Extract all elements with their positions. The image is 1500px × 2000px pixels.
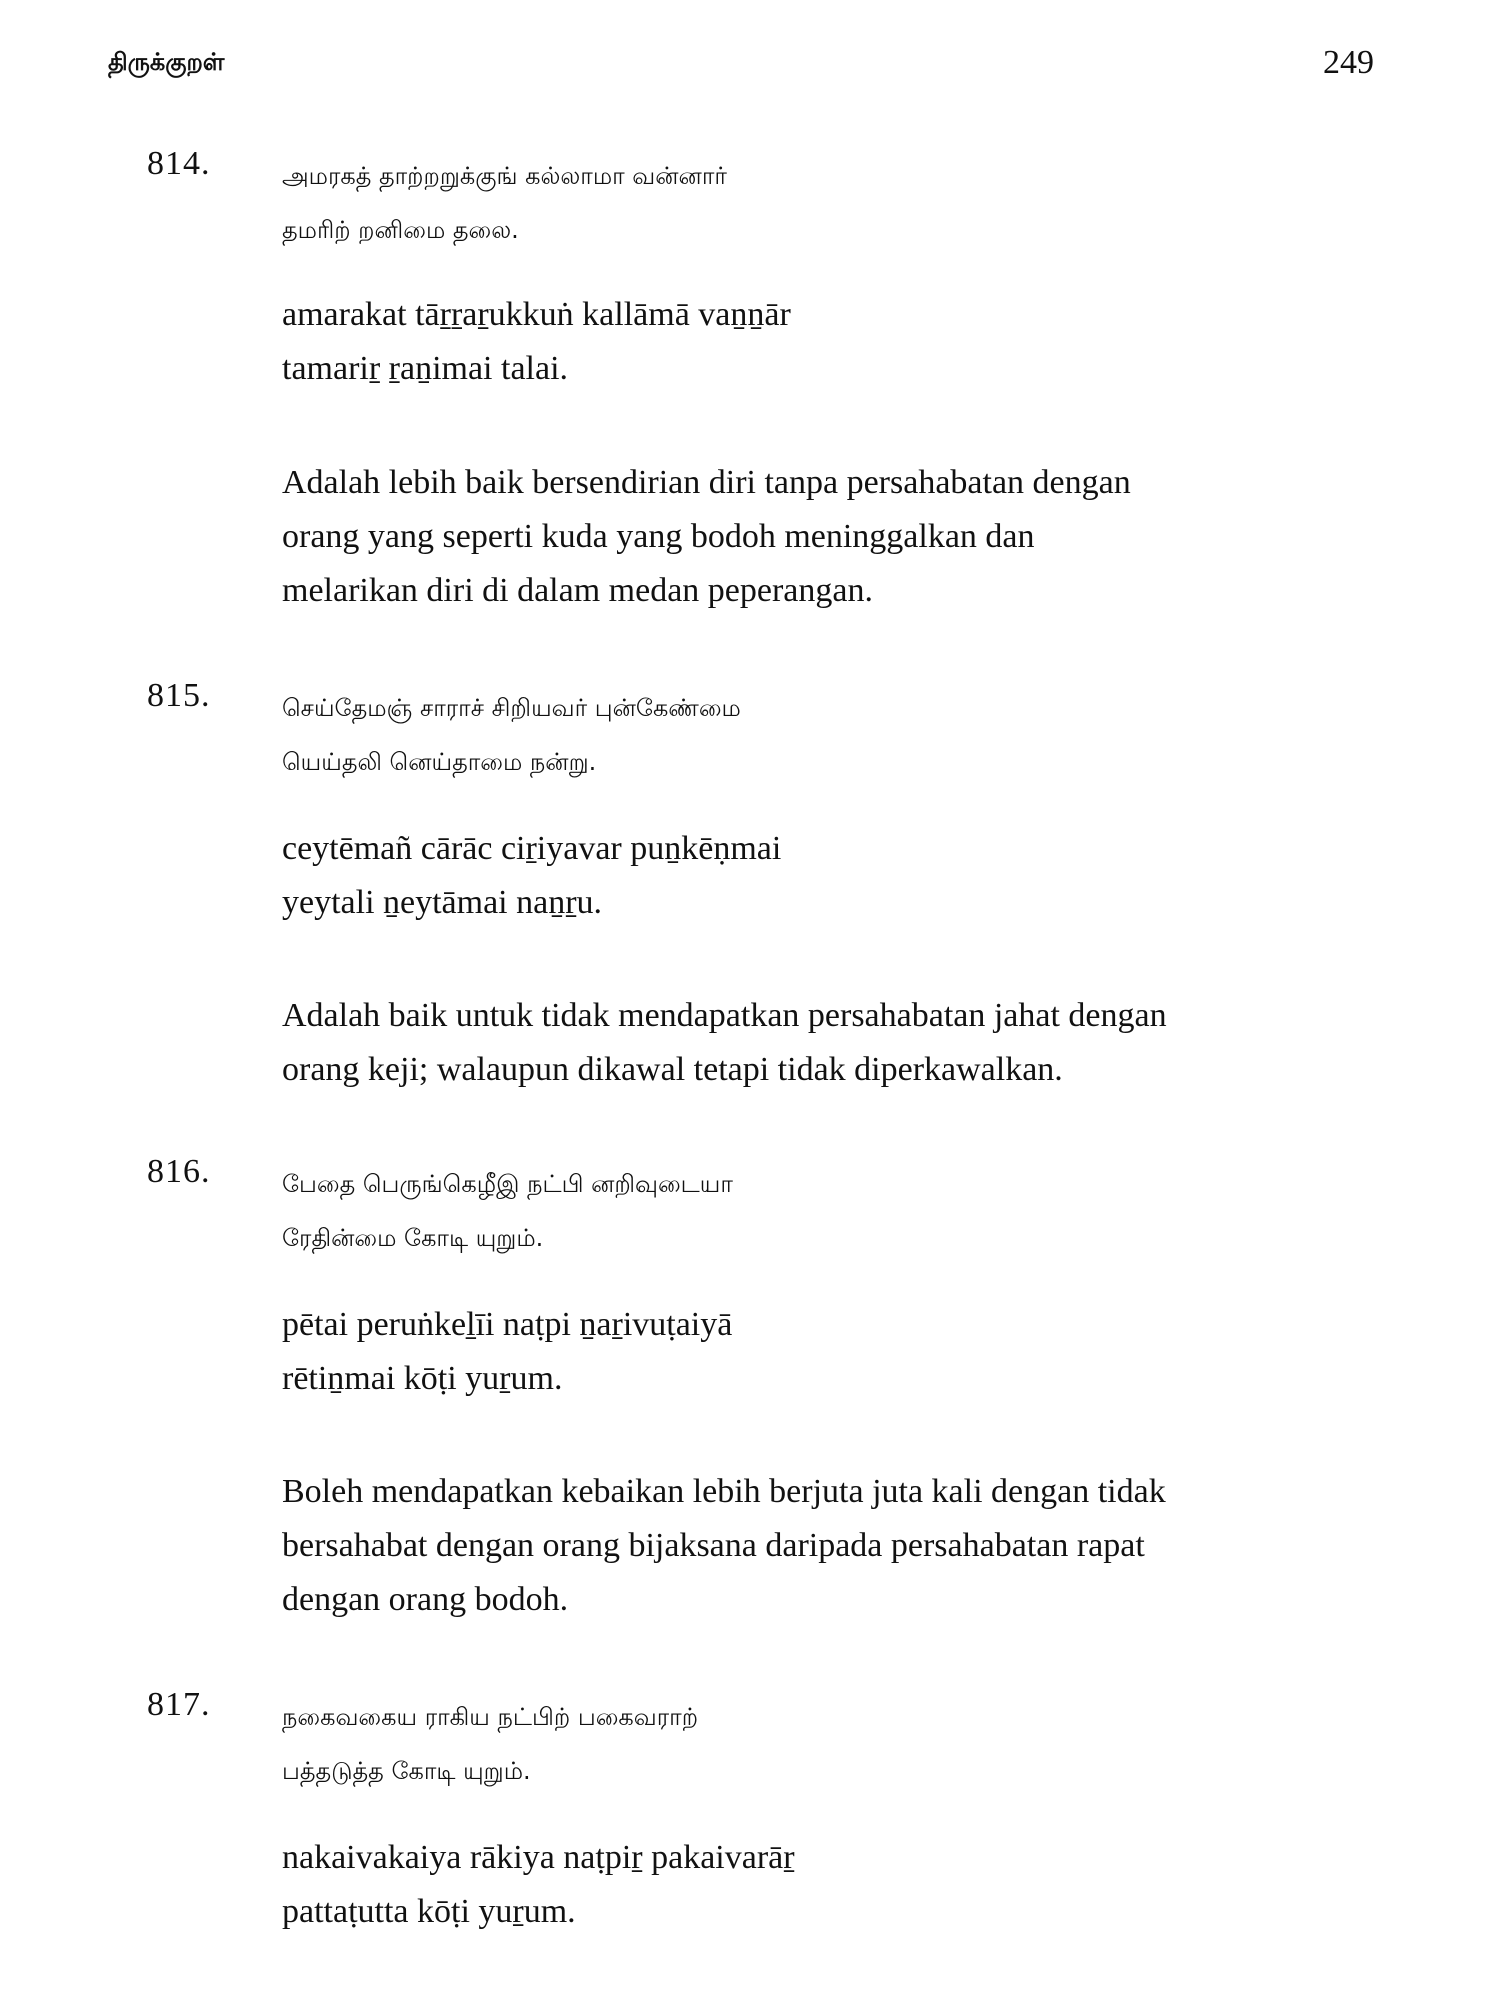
tamil-line: தமரிற் றனிமை தலை. — [282, 216, 519, 244]
transliteration — [282, 1831, 795, 1939]
transliteration — [282, 1298, 732, 1406]
tamil-line: பத்தடுத்த கோடி யுறும். — [282, 1757, 531, 1785]
translit-line: pattaṭutta kōṭi yuṟum. — [282, 1893, 576, 1930]
malay-translation — [282, 456, 1131, 618]
tamil-line: ரேதின்மை கோடி யுறும். — [282, 1224, 544, 1252]
malay-translation — [282, 1465, 1166, 1627]
tamil-line: பேதை பெருங்கெழீஇ நட்பி னறிவுடையா — [282, 1170, 733, 1198]
malay-line: melarikan diri di dalam medan peperangan. — [282, 572, 873, 609]
transliteration — [282, 288, 791, 396]
malay-line: Adalah lebih baik bersendirian diri tanpa persahabatan dengan — [282, 464, 1131, 501]
kural-number: 814. — [147, 145, 211, 182]
malay-line: Boleh mendapatkan kebaikan lebih berjuta juta kali dengan tidak — [282, 1473, 1166, 1510]
running-head-title: திருக்குறள் — [108, 48, 225, 76]
translit-line: amarakat tāṟṟaṟukkuṅ kallāmā vaṉṉār — [282, 296, 791, 333]
tamil-verse — [282, 681, 741, 789]
translit-line: yeytali ṉeytāmai naṉṟu. — [282, 884, 603, 921]
kural-number: 815. — [147, 677, 211, 714]
tamil-verse — [282, 1690, 698, 1798]
malay-line: dengan orang bodoh. — [282, 1581, 569, 1618]
tamil-line: அமரகத் தாற்றறுக்குங் கல்லாமா வன்னார் — [282, 162, 727, 190]
translit-line: tamariṟ ṟaṉimai talai. — [282, 350, 569, 387]
tamil-line: செய்தேமஞ் சாராச் சிறியவர் புன்கேண்மை — [282, 694, 741, 722]
tamil-line: யெய்தலி னெய்தாமை நன்று. — [282, 748, 597, 776]
malay-translation — [282, 989, 1167, 1097]
malay-line: Adalah baik untuk tidak mendapatkan persahabatan jahat dengan — [282, 997, 1167, 1034]
page-number: 249 — [1323, 44, 1374, 81]
translit-line: nakaivakaiya rākiya naṭpiṟ pakaivarāṟ — [282, 1839, 795, 1876]
transliteration — [282, 822, 781, 930]
malay-line: orang yang seperti kuda yang bodoh meninggalkan dan — [282, 518, 1035, 555]
malay-line: bersahabat dengan orang bijaksana daripada persahabatan rapat — [282, 1527, 1145, 1564]
tamil-verse — [282, 1157, 733, 1265]
tamil-verse — [282, 149, 727, 257]
translit-line: rētiṉmai kōṭi yuṟum. — [282, 1360, 563, 1397]
malay-line: orang keji; walaupun dikawal tetapi tidak diperkawalkan. — [282, 1051, 1063, 1088]
kural-number: 816. — [147, 1153, 211, 1190]
translit-line: pētai peruṅkeḻīi naṭpi ṉaṟivuṭaiyā — [282, 1306, 733, 1343]
translit-line: ceytēmañ cārāc ciṟiyavar puṉkēṇmai — [282, 830, 782, 867]
kural-number: 817. — [147, 1686, 211, 1723]
tamil-line: நகைவகைய ராகிய நட்பிற் பகைவராற் — [282, 1703, 699, 1731]
